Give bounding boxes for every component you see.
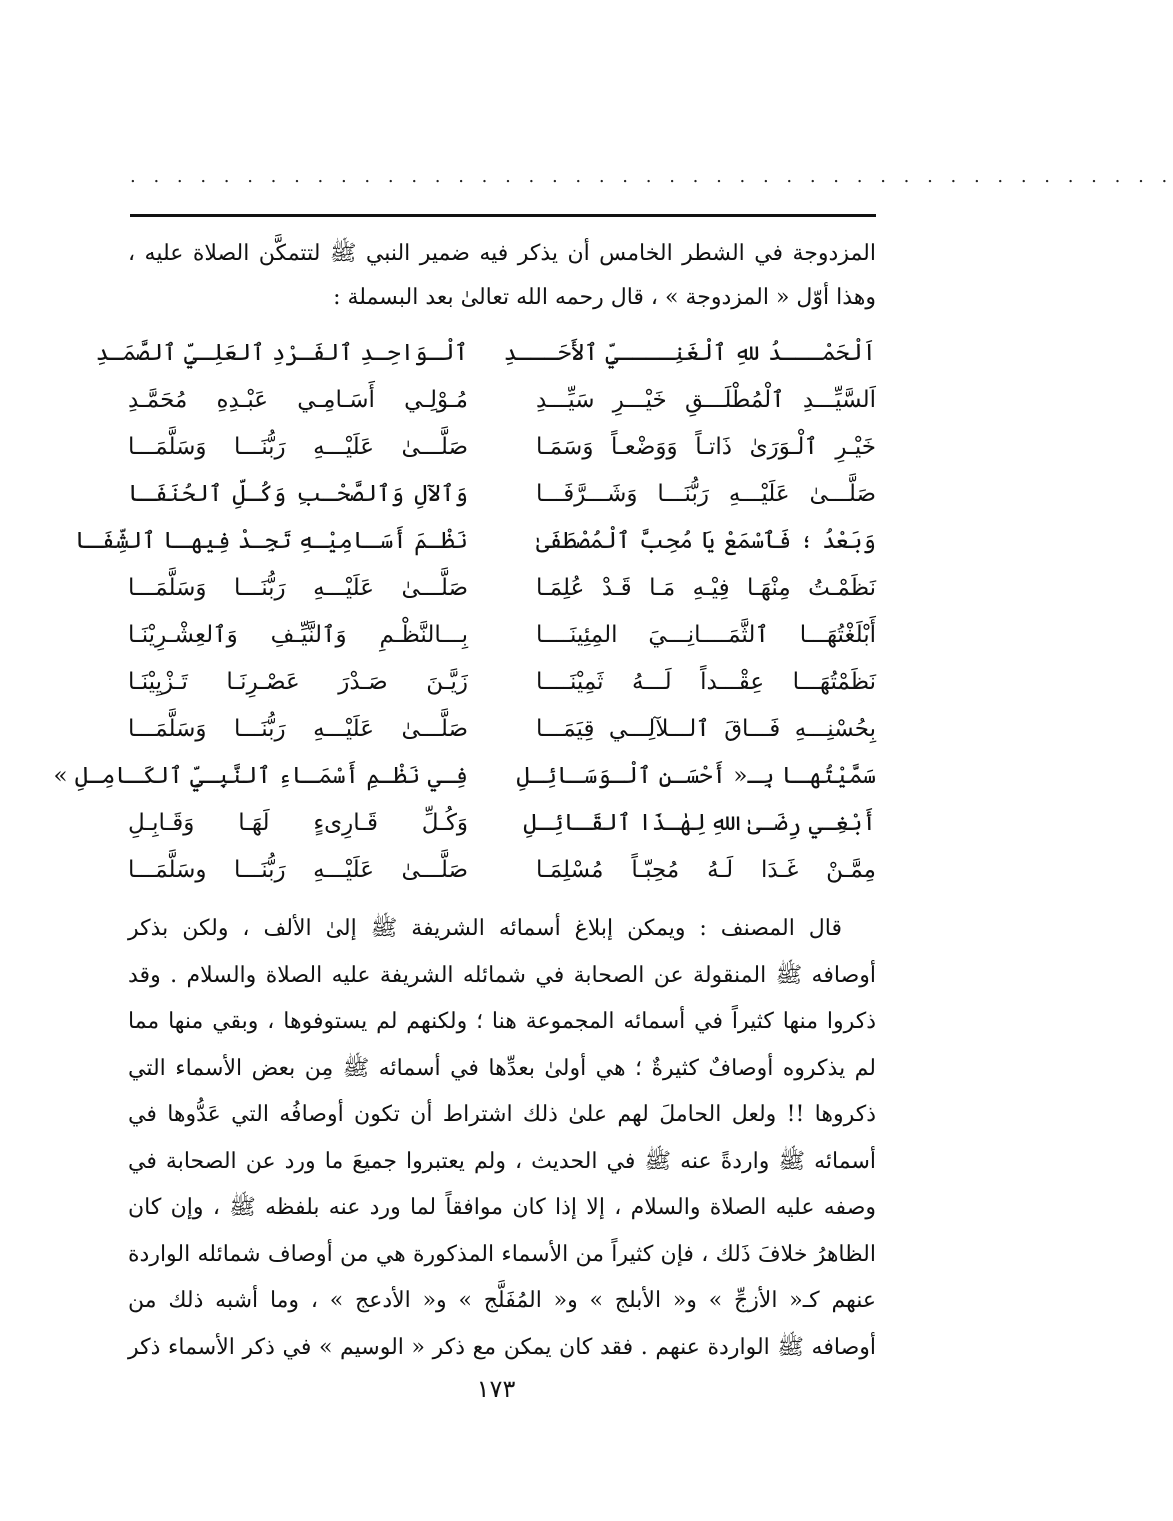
verse-left-hemistich: وَٱلآلِ وَٱلصَّحْـبِ وَكُـلِّ ٱلحُنَفَـا bbox=[128, 481, 468, 507]
commentary-paragraph bbox=[128, 906, 876, 1371]
verse-left-hemistich: ٱلْـوَاحِـدِ ٱلفَـرْدِ ٱلعَلِـيِّ ٱلصَّمَـدِ bbox=[95, 340, 468, 366]
paragraph-line: ذكروها !! ولعل الحاملَ لهم علىٰ ذلك اشتراط أن تكون أوصافُه التي عَدُّوها في bbox=[128, 1102, 876, 1127]
verse-left-hemistich: صَلَّـــىٰ عَلَيْـــهِ رَبُّنَـــا وَسَلَّمَـــا bbox=[128, 434, 468, 460]
verse-left-hemistich: صَلَّـــىٰ عَلَيْـــهِ رَبُّنَـــا وَسَلَّمَـــا bbox=[128, 575, 468, 601]
paragraph-line: أوصافه ﷺ المنقولة عن الصحابة في شمائله الشريفة عليه الصلاة والسلام . وقد bbox=[128, 962, 876, 988]
paragraph-line: قال المصنف : ويمكن إبلاغ أسمائه الشريفة ﷺ إلىٰ الألف ، ولكن بذكر bbox=[128, 916, 842, 941]
paragraph-line: الظاهرُ خلافَ ذَلك ، فإن كثيراً من الأسماء المذكورة هي من أوصاف شمائله الواردة bbox=[128, 1241, 876, 1267]
verse-right-hemistich: خَيْـرِ ٱلْـوَرَىٰ ذَاتـاً وَوَضْعـاً وَسَمَـا bbox=[536, 434, 876, 460]
verse-right-hemistich: وَبَعْدُ ؛ فَٱسْمَعْ يَا مُحِبَّ ٱلْمُصْطَفَىٰ bbox=[536, 528, 876, 554]
verse-left-hemistich: زَيَّـنَ صَـدْرَ عَصْـرِنَـا تَـزْيِيْنَـا bbox=[128, 669, 468, 695]
verse-row bbox=[128, 800, 876, 846]
paragraph-line: عنهم كـ« الأزجِّ » و« الأبلج » و« المُفَلَّج » و« الأدعج » ، وما أشبه ذلك من bbox=[128, 1288, 876, 1313]
paragraph-line: أوصافه ﷺ الواردة عنهم . فقد كان يمكن مع ذكر « الوسيم » في ذكر الأسماء ذكر bbox=[128, 1334, 876, 1360]
intro-paragraph bbox=[128, 232, 876, 320]
paragraph-line: ذكروا منها كثيراً في أسمائه المجموعة هنا ؛ ولكنهم لم يستوفوها ، وبقي منها مما bbox=[128, 1009, 877, 1034]
verse-left-hemistich: فِـي نَظْـمِ أَسْمَـاءِ ٱلنَّبِـيِّ ٱلكَـامِـلِ » bbox=[53, 763, 468, 789]
verse-left-hemistich: مُـوْلِـي أَسَـامِـي عَبْـدِهِ مُحَمَّـدِ bbox=[128, 387, 468, 413]
verse-row bbox=[128, 471, 876, 517]
verse-row bbox=[128, 377, 876, 423]
paragraph-line: وصفه عليه الصلاة والسلام ، إلا إذا كان موافقاً لما ورد عنه بلفظه ﷺ ، وإن كان bbox=[128, 1195, 876, 1220]
intro-line: وهذا أوّل « المزدوجة » ، قال رحمه الله تعالىٰ بعد البسملة : bbox=[333, 285, 876, 310]
verse-right-hemistich: اَلْحَمْـــدُ للهِ ٱلْغَنِــــيِّ ٱلأَحَـــدِ bbox=[503, 340, 876, 366]
verse-right-hemistich: نَظَمْـتُ مِنْهَـا فِيْـهِ مَـا قَـدْ عُلِمَـا bbox=[536, 575, 876, 601]
intro-line: المزدوجة في الشطر الخامس أن يذكر فيه ضمير النبي ﷺ لتتمكَّن الصلاة عليه ، bbox=[128, 241, 877, 266]
verse-row bbox=[128, 659, 876, 705]
verse-right-hemistich: بِحُسْنِـــهِ فَـــاقَ ٱلـــلآلِـــي قِيَمَـــا bbox=[536, 716, 876, 742]
verse-row bbox=[128, 424, 876, 470]
verse-right-hemistich: مِمَّـنْ غَـدَا لَـهُ مُحِبّـاً مُسْلِمَـا bbox=[536, 857, 876, 883]
verse-row bbox=[128, 565, 876, 611]
verse-row bbox=[128, 612, 876, 658]
verse-right-hemistich: نَظَمْتُهَـــا عِقْـــداً لَـــهُ ثَمِيْنَــــا bbox=[536, 669, 876, 695]
verse-left-hemistich: صَلَّـــىٰ عَلَيْـــهِ رَبُّنَـــا وسَلَّمَـــا bbox=[128, 857, 468, 883]
verse-left-hemistich: وَكُـلِّ قَـارِىءٍ لَهَـا وَقَـابِـلِ bbox=[128, 810, 468, 836]
verse-right-hemistich: سَمَّيْتُهـا بِـ« أَحْسَـنِ ٱلْـوَسَـائِـلِ bbox=[516, 763, 876, 789]
verse-right-hemistich: صَلَّـــىٰ عَلَيْـــهِ رَبُّنَـــا وَشَـــرَّفَـــا bbox=[536, 481, 876, 507]
verse-row bbox=[128, 706, 876, 752]
verse-right-hemistich: أَبْلَغْتُهَـــا ٱلثَّمَــــانِـــيَ المِئِينَــــا bbox=[536, 622, 876, 648]
verse-right-hemistich: أَبْغِـي رِضَـىٰ اللهِ لِهٰـذَا ٱلقَـائِـلِ bbox=[523, 810, 876, 836]
verse-row bbox=[53, 753, 876, 799]
verse-left-hemistich: صَلَّـــىٰ عَلَيْـــهِ رَبُّنَـــا وَسَلَّمَـــا bbox=[128, 716, 468, 742]
verse-left-hemistich: نَظْـمَ أَسَـامِيْـهِ تَجِـدْ فِيهـا ٱلشِّفَـا bbox=[74, 528, 468, 554]
page-number: ١٧٣ bbox=[476, 1375, 516, 1403]
verse-right-hemistich: اَلسَّيِّـــدِ ٱلْمُطْلَـــقِ خَيْـــرِ سَيِّـــدِ bbox=[536, 387, 876, 413]
verse-row bbox=[74, 518, 876, 564]
verse-row bbox=[128, 847, 876, 893]
verse-row bbox=[95, 330, 876, 376]
paragraph-line: لم يذكروه أوصافٌ كثيرةٌ ؛ هي أولىٰ بعدِّها في أسمائه ﷺ مِن بعض الأسماء التي bbox=[128, 1055, 876, 1081]
horizontal-rule bbox=[130, 214, 876, 217]
dotted-separator: . . . . . . . . . . . . . . . . . . . . . . . . . . . . . . . . . . . . . . . . . . . . . bbox=[130, 166, 1173, 187]
verse-left-hemistich: بِـــالنَّظْـمِ وَٱلنَّيِّـفِ وَٱلعِشْـرِيْنَـا bbox=[128, 622, 468, 648]
paragraph-line: أسمائه ﷺ واردةً عنه ﷺ في الحديث ، ولم يعتبروا جميعَ ما ورد عن الصحابة في bbox=[128, 1148, 876, 1174]
poem-verses bbox=[53, 330, 876, 894]
